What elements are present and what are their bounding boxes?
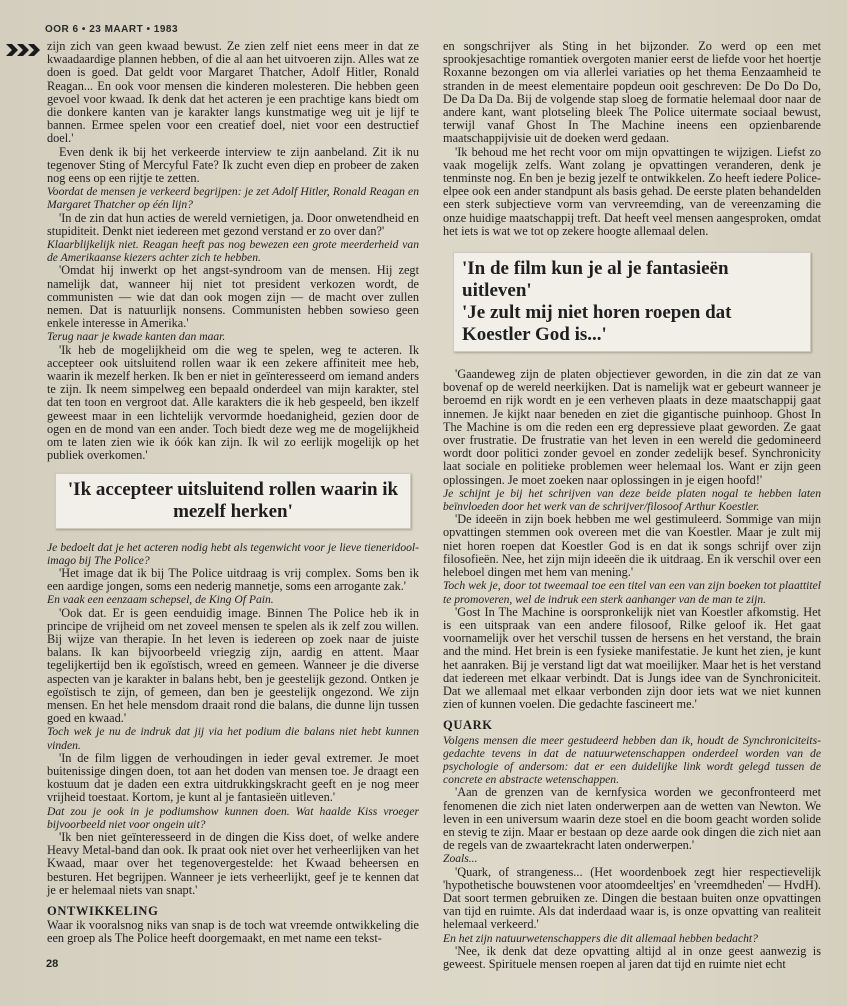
- body-paragraph: 'De ideeën in zijn boek hebben me wel gestimuleerd. Sommige van mijn opvattingen stemmen ook overeen met die van Koestler. Maar je zult mij niet horen roepen dat Koestler God is en dat ik songs schrijf over zijn filosofieën. Nee, het zijn mijn ideeën die ik uitdraag. En ik verschil over een heleboel dingen met hem van mening.': [443, 512, 821, 580]
- body-paragraph: 'Omdat hij inwerkt op het angst-syndroom van de mensen. Hij zegt namelijk dat, wanneer hij niet tot president verkozen wordt, de communisten — wie dat dan ook mogen zijn — de macht over zullen nemen. Dat is natuurlijk nonsens. Communisten hebben sowieso geen enkele interesse in Amerika.': [47, 263, 419, 331]
- body-paragraph: 'Gost In The Machine is oorspronkelijk niet van Koestler afkomstig. Het is een uitspraak van een andere filosoof, Rilke geloof ik. Het gaat voornamelijk over het verschil tussen de hersens en het verstand, the brain and the mind. Het brein is een fysieke manifestatie. Je kunt het zien, je kunt het aanraken. Bij je verstand ligt dat wat moeilijker. Maar het is het verstand dat iedereen met elkaar verbindt. Dat is Jungs idee van de Synchroniciteit. Dat we allemaal met elkaar verbonden zijn door iets wat we niet kunnen zien of kunnen voelen. Die gedachte fascineert me.': [443, 604, 821, 712]
- body-paragraph: 'In de film liggen de verhoudingen in ieder geval extremer. Je moet buitenissige dingen doen, tot aan het doden van mensen toe. Je draagt een kostuum dat je daden een extra uitdrukkingskracht geeft en je nog meer vrijheid toestaat. Kortom, je kunt al je fantasieën uitleven.': [47, 750, 419, 805]
- interview-question: Terug naar je kwade kanten dan maar.: [47, 330, 226, 344]
- body-paragraph: 'Nee, ik denk dat deze opvatting altijd al in onze geest aanwezig is geweest. Spirituele mensen roepen al jaren dat tijd en ruimte niet echt: [443, 943, 821, 971]
- body-paragraph: Even denk ik bij het verkeerde interview te zijn aanbeland. Zit ik nu tegenover Sting of Mercyful Fate? Ik zucht even diep en probeer de zaken nog eens op een rijtje te zetten.: [47, 144, 419, 186]
- body-paragraph: 'Ik behoud me het recht voor om mijn opvattingen te wijzigen. Liefst zo vaak mogelijk zelfs. Want zolang je opvattingen veranderen, denk je tenminste nog. En ben je bezig jezelf te ontwikkelen. Zo heeft iedere Police-elpee ook een ander standpunt als basis gehad. De eerste platen behandelden een sterk subjectieve vorm van vervreemding, van de vereenzaming die onze huidige maatschappij treft. Dat heeft veel mensen aangesproken, omdat het iets is wat we tot op zekere hoogte allemaal delen.: [443, 144, 821, 238]
- body-paragraph: 'Ik ben niet geïnteresseerd in de dingen die Kiss doet, of welke andere Heavy Metal-band dan ook. Ik praat ook niet over het verheerlijken van het Kwaad, maar over het tegenovergestelde: het Kwaad beheersen en besturen. Het begrijpen. Wanneer je iets verheerlijkt, geef je te kennen dat je er helemaal niets van snapt.': [47, 829, 419, 897]
- left-column: [47, 40, 419, 946]
- interview-question: Voordat de mensen je verkeerd begrijpen: je zet Adolf Hitler, Ronald Reagan en Margaret Thatcher op één lijn?: [47, 185, 419, 212]
- interview-question: Toch wek je nu de indruk dat jij via het podium die balans niet hebt kunnen vinden.: [47, 725, 419, 752]
- pull-quote: 'In de film kun je al je fantasieën uitleven': [462, 258, 729, 302]
- pull-quote-box: [453, 252, 811, 352]
- section-heading: ONTWIKKELING: [47, 903, 159, 918]
- interview-question: En vaak een eenzaam schepsel, de King Of Pain.: [47, 593, 274, 607]
- right-column: [443, 40, 821, 971]
- pull-quote: 'Ik accepteer uitsluitend rollen waarin ik mezelf herken': [55, 473, 411, 529]
- body-paragraph: 'In de zin dat hun acties de wereld vernietigen, ja. Door onwetendheid en stupiditeit. Denkt niet iedereen met gezond verstand er zo over dan?': [47, 210, 419, 238]
- body-paragraph: Waar ik vooralsnog niks van snap is de toch wat vreemde ontwikkeling die een groep als The Police heeft doorgemaakt, en met name een tekst-: [47, 918, 419, 946]
- triple-arrow-icon: [6, 42, 44, 58]
- body-paragraph: 'Quark, of strangeness... (Het woordenboek zegt hier respectievelijk 'hypothetische bouwstenen voor atoomdeeltjes' en 'vreemdheden' — HvdH). Dat soort termen gebruiken ze. Dingen die bestaan buiten onze opvattingen van tijd en ruimte. Als dat inderdaad waar is, is onze opvatting van realiteit helemaal verkeerd.': [443, 864, 821, 932]
- body-paragraph: zijn zich van geen kwaad bewust. Ze zien zelf niet eens meer in dat ze kwaadaardige plannen hebben, of die al aan het uitvoeren zijn. Alles wat ze doen is goed. Dat geldt voor Margaret Thatcher, Adolf Hitler, Ronald Reagan... En ook voor mensen die kinderen molesteren. Die hebben geen gevoel voor kwaad. Ik denk dat het acteren je een prachtige kans biedt om die donkere kanten van je karakter langs kunstmatige weg uit je lijf te bannen. Ermee spelen voor een creatief doel, niet voor een destructief doel.': [47, 39, 419, 146]
- interview-question: Klaarblijkelijk niet. Reagan heeft pas nog bewezen een grote meerderheid van de Amerikaanse kiezers achter zich te hebben.: [47, 238, 419, 265]
- header-year: 1983: [153, 24, 179, 35]
- header-issue: OOR 6: [45, 24, 79, 35]
- interview-question: Je schijnt je bij het schrijven van deze beide platen nogal te hebben laten beïnvloeden door het werk van de schrijver/filosoof Arthur Koestler.: [443, 486, 821, 514]
- interview-question: En het zijn natuurwetenschappers die dit allemaal hebben bedacht?: [443, 931, 758, 945]
- page-number: 28: [46, 958, 59, 970]
- header-date: 23 MAART: [89, 24, 144, 35]
- body-paragraph: 'Aan de grenzen van de kernfysica worden we geconfronteerd met fenomenen die zich niet laten onderwerpen aan de wetten van Newton. We leven in een universum waarin deze stoel en die boom geacht worden solide en stevig te zijn. Maar er bestaan op deze aarde ook dingen die zich niet aan de regels van de zwaartekracht laten onderwerpen.': [443, 785, 821, 853]
- body-paragraph: en songschrijver als Sting in het bijzonder. Zo werd op een met sprookjesachtige romantiek overgoten manier eerst de liefde voor het hoertje Roxanne bezongen om via allerlei variaties op het thema Eenzaamheid te stranden in de meest elementaire popdeun ooit geschreven: De Do Do Do, De Da Da Da. Bij de volgende stap sloeg de formatie helemaal door naar de andere kant, want plotseling bleek The Police uitermate sociaal bewust, terwijl vanaf Ghost In The Machine ineens een opzienbarende maatschappijvisie uit de doeken werd gedaan.: [443, 39, 821, 146]
- body-paragraph: 'Gaandeweg zijn de platen objectiever geworden, in die zin dat ze van bovenaf op de wereld neerkijken. Dat is namelijk wat er gebeurt wanneer je beroemd en rijk wordt en je een verheven plaats in deze maatschappij gaat innemen. Je kijkt naar beneden en ziet die gigantische puinhoop. Ghost In The Machine is om die reden een erg depressieve plaat geworden. Ze gaat over frustratie. De frustratie van het leven in een wereld die gedomineerd wordt door politici zonder gevoel en zonder zedelijk besef. Synchronicity laat sociale en politieke problemen weer helemaal los. Want er zijn geen oplossingen. Je moet zoeken naar oplossingen in je eigen hoofd!': [443, 367, 821, 487]
- body-paragraph: 'Ook dat. Er is geen eenduidig image. Binnen The Police heb ik in principe de vrijheid om net zoveel mensen te spelen als ik zelf zou willen. Bij wijze van therapie. In het leven is iedereen op zoek naar de juiste balans. Ik kan bijvoorbeeld vriegzig zijn, aardig en attent. Maar tegelijkertijd ben ik egoïstisch, wreed en gemeen. Wanneer je die diverse aspecten van je karakter in balans hebt, ben je geestelijk gezond. Ontken je egoïstisch te zijn, of gemeen, dan ben je geestelijk ongezond. We zijn mensen. En het hele mensdom draait rond die balans, die dunne lijn tussen goed en kwaad.': [47, 605, 419, 726]
- running-header: [45, 24, 178, 35]
- header-bullet: •: [146, 24, 154, 35]
- interview-question: Volgens mensen die meer gestudeerd hebben dan ik, houdt de Synchroniciteits-gedachte tevens in dat de natuurwetenschappen onderdeel worden van de psychologie of andersom: dat er een duidelijke link wordt gelegd tussen de concrete en abstracte wetenschappen.: [443, 733, 821, 787]
- section-heading: QUARK: [443, 718, 493, 733]
- body-paragraph: 'Het image dat ik bij The Police uitdraag is vrij complex. Soms ben ik een aardige jongen, soms een nederig mannetje, soms een arrogante zak.': [47, 565, 419, 594]
- interview-question: Je bedoelt dat je het acteren nodig hebt als tegenwicht voor je lieve tieneridool-imago bij The Police?: [47, 540, 419, 567]
- body-paragraph: 'Ik heb de mogelijkheid om die weg te spelen, weg te acteren. Ik accepteer ook uitsluitend rollen waar ik een zekere affiniteit mee heb, waarin ik mezelf herken. Ik ben er niet in geïnteresseerd om iemand anders te zijn. Ik neem simpelweg een bepaald onderdeel van mijn karakter, stel dat ten toon en vergroot dat. Alle karakters die ik heb gespeeld, ben ikzelf geweest maar in een lichtelijk vervormde hoedanigheid, gezien door de ogen en de mond van een ander. Toch biedt deze weg me de mogelijkheid om te laten zien wie ik óók kan zijn. Ik wil zo eerlijk mogelijk op het publiek overkomen.': [47, 342, 419, 463]
- interview-question: Dat zou je ook in je podiumshow kunnen doen. Wat haalde Kiss vroeger bijvoorbeeld niet voor ongein uit?: [47, 804, 419, 831]
- interview-question: Zoals...: [443, 852, 478, 866]
- pull-quote: 'Je zult mij niet horen roepen dat Koestler God is...': [462, 302, 732, 346]
- interview-question: Toch wek je, door tot tweemaal toe een titel van een van zijn boeken tot plaattitel te promoveren, wel de indruk een sterk aanhanger van de man te zijn.: [443, 579, 821, 606]
- header-bullet: •: [81, 24, 90, 35]
